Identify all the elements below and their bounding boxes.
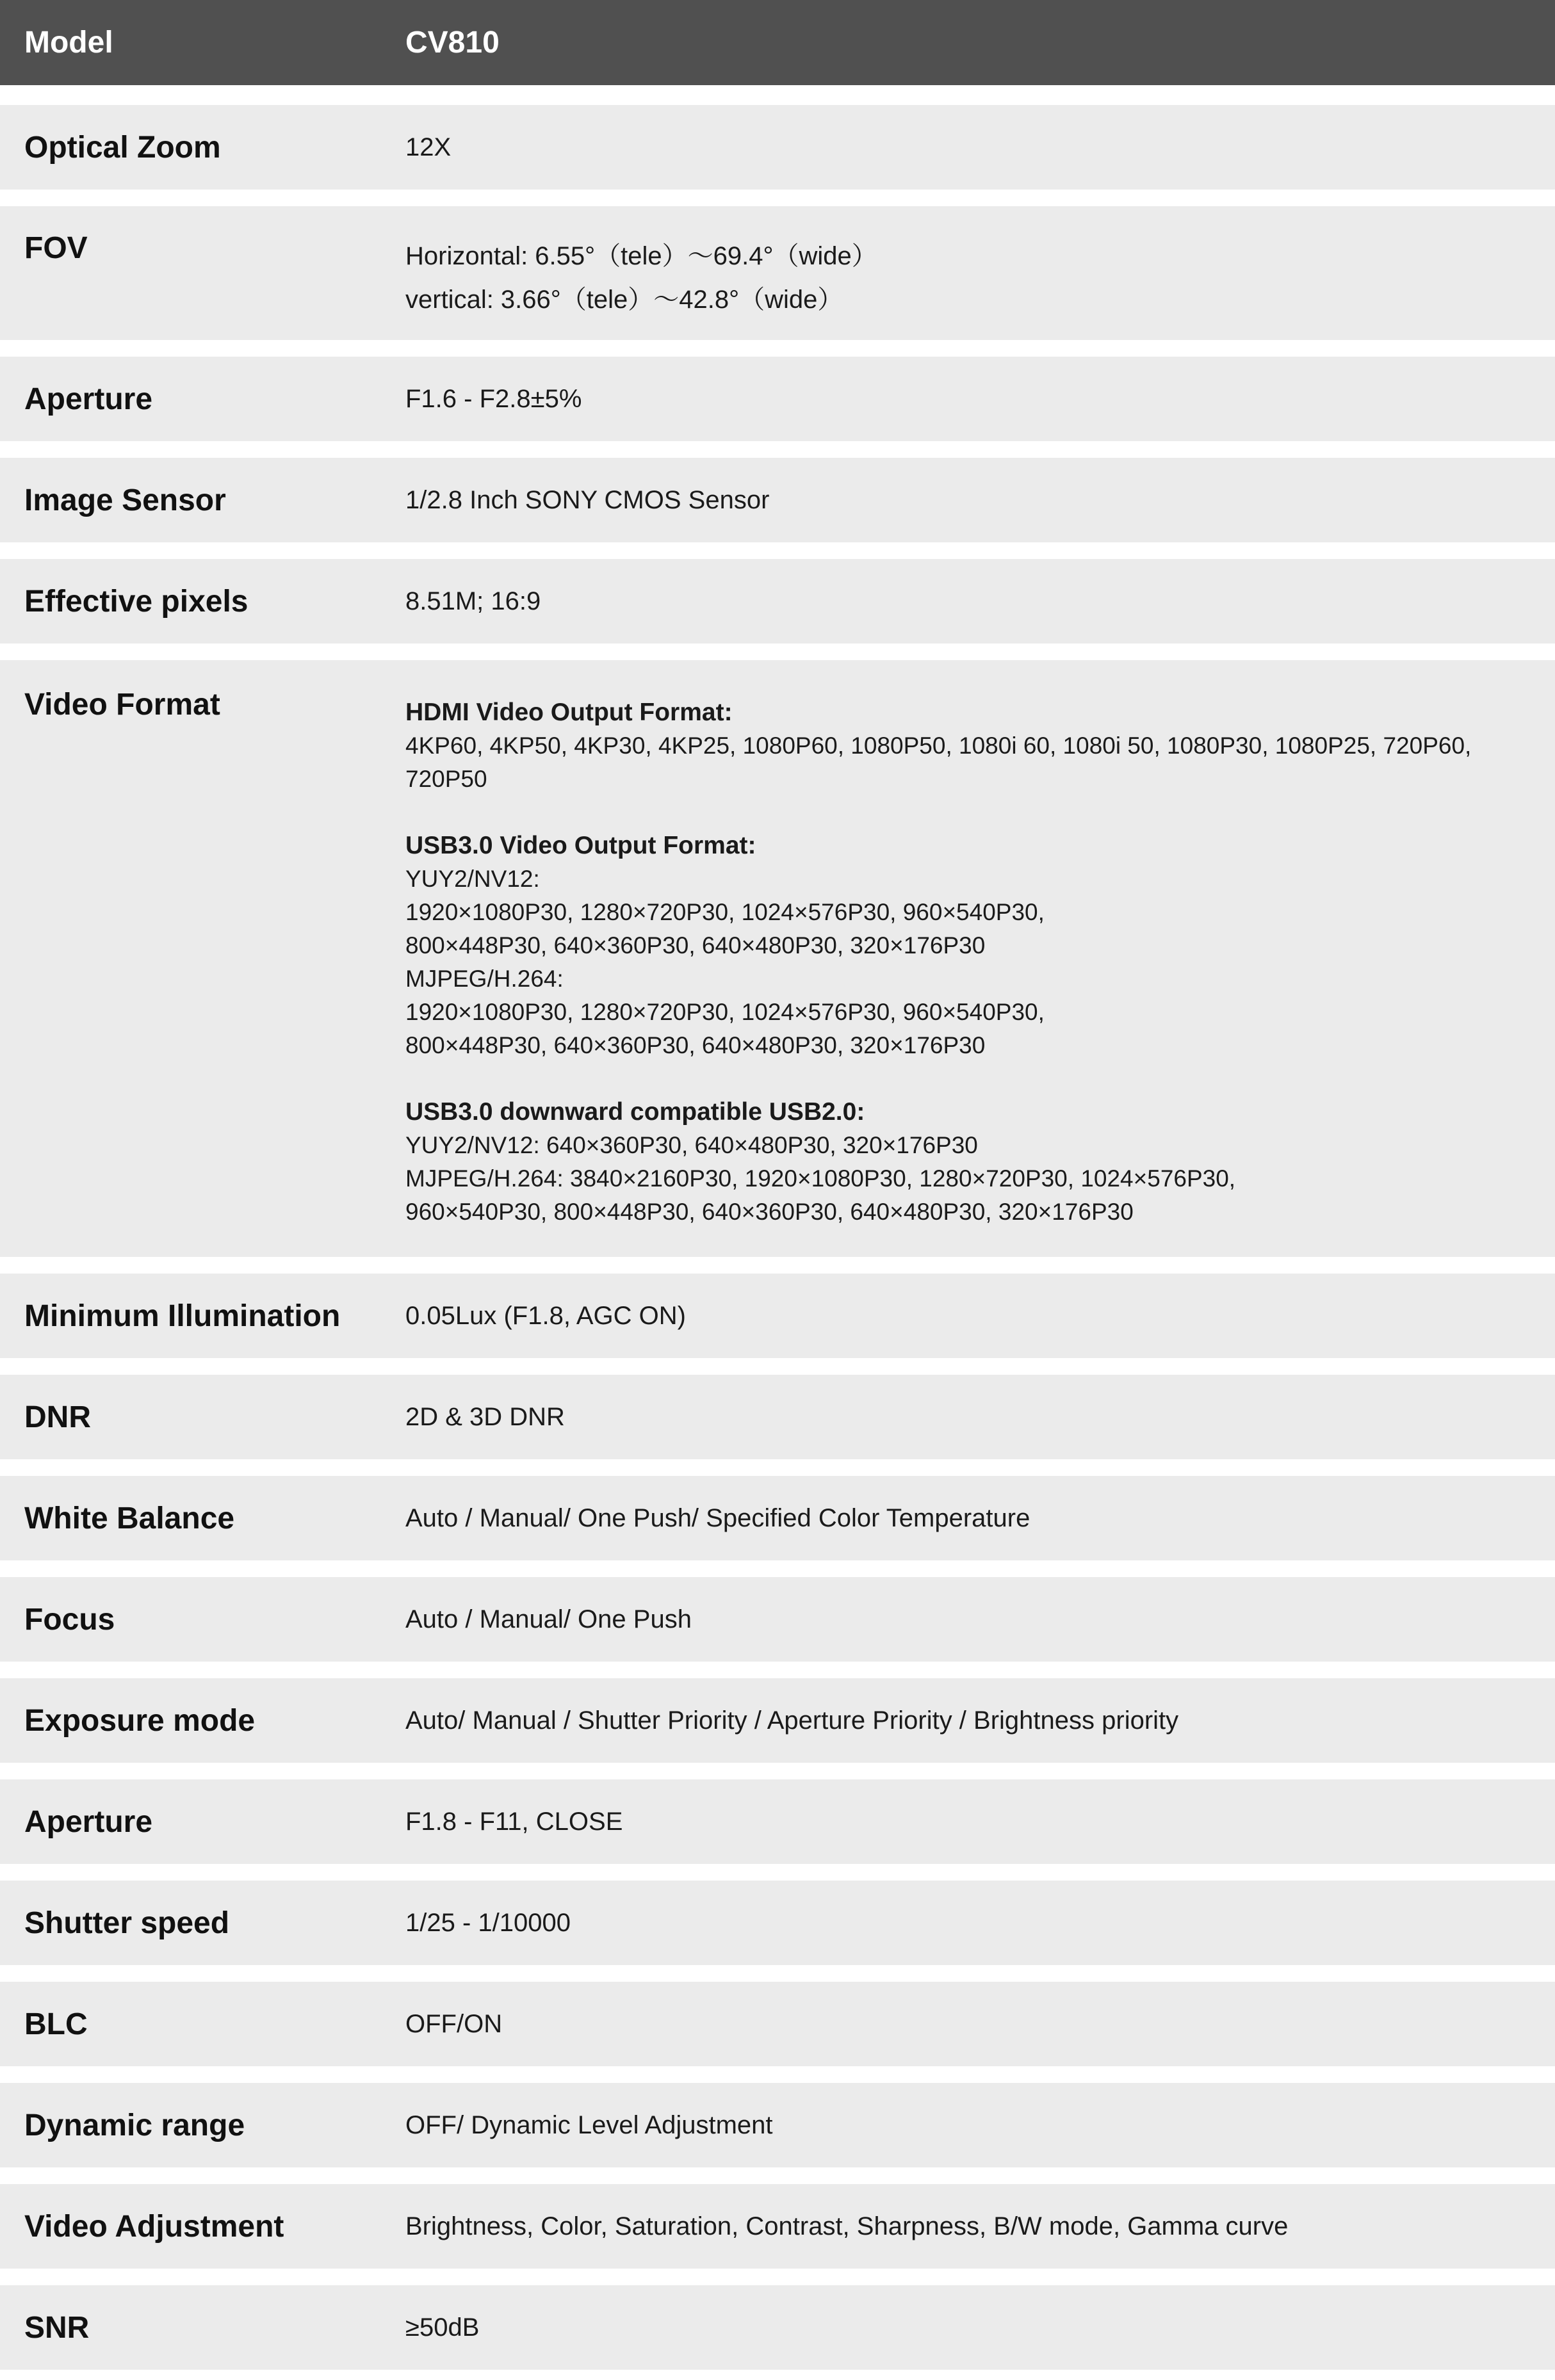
spec-row-exposure-mode	[0, 1678, 1555, 1763]
spec-value: F1.8 - F11, CLOSE	[405, 1807, 623, 1836]
spec-label: Video Adjustment	[24, 2209, 284, 2244]
spec-table	[0, 105, 1555, 2370]
spec-label: SNR	[24, 2310, 90, 2345]
format-line: YUY2/NV12: 640×360P30, 640×480P30, 320×176P30	[405, 1132, 978, 1158]
format-line: YUY2/NV12:	[405, 866, 540, 892]
spec-value: F1.6 - F2.8±5%	[405, 384, 582, 413]
spec-row-aperture	[0, 357, 1555, 441]
format-line: 720P50	[405, 766, 487, 792]
format-line: 800×448P30, 640×360P30, 640×480P30, 320×176P30	[405, 1032, 986, 1058]
usb3-format-title: USB3.0 Video Output Format:	[405, 832, 756, 859]
spec-row-blc	[0, 1982, 1555, 2066]
spec-table-header	[0, 0, 1555, 85]
spec-row-shutter-speed	[0, 1881, 1555, 1965]
format-line: MJPEG/H.264: 3840×2160P30, 1920×1080P30, 1280×720P30, 1024×576P30,	[405, 1165, 1236, 1192]
format-line: 800×448P30, 640×360P30, 640×480P30, 320×176P30	[405, 932, 986, 959]
spec-label: Image Sensor	[24, 483, 226, 517]
spec-value: Auto / Manual/ One Push/ Specified Color Temperature	[405, 1503, 1030, 1532]
format-line: 1920×1080P30, 1280×720P30, 1024×576P30, 960×540P30,	[405, 899, 1045, 925]
spec-label: Aperture	[24, 1804, 153, 1839]
spec-label: Shutter speed	[24, 1906, 230, 1940]
spec-row-dnr	[0, 1375, 1555, 1459]
spec-value: Brightness, Color, Saturation, Contrast, Sharpness, B/W mode, Gamma curve	[405, 2212, 1289, 2240]
spec-value	[405, 206, 877, 321]
format-line: MJPEG/H.264:	[405, 966, 564, 992]
spec-label: Video Format	[24, 688, 220, 722]
spec-value: Auto/ Manual / Shutter Priority / Aperture Priority / Brightness priority	[405, 1706, 1179, 1735]
header-label: Model	[24, 26, 113, 60]
spec-row-optical-zoom	[0, 105, 1555, 190]
spec-label: Aperture	[24, 382, 153, 416]
spec-row-video-format	[0, 660, 1555, 1257]
usb2-format-title: USB3.0 downward compatible USB2.0:	[405, 1098, 865, 1126]
spec-row-minimum-illumination	[0, 1274, 1555, 1358]
spec-label: Focus	[24, 1602, 115, 1637]
format-line: 960×540P30, 800×448P30, 640×360P30, 640×480P30, 320×176P30	[405, 1199, 1134, 1225]
spec-value: Auto / Manual/ One Push	[405, 1605, 692, 1633]
spec-value: 1/2.8 Inch SONY CMOS Sensor	[405, 485, 770, 514]
fov-horizontal: Horizontal: 6.55°（tele）～69.4°（wide）	[405, 242, 877, 270]
spec-row-fov	[0, 206, 1555, 340]
spec-label: Dynamic range	[24, 2108, 245, 2142]
spec-row-dynamic-range	[0, 2083, 1555, 2167]
spec-value: OFF/ON	[405, 2009, 503, 2038]
hdmi-format-title: HDMI Video Output Format:	[405, 699, 733, 726]
model-name: CV810	[405, 26, 500, 60]
spec-value: 8.51M; 16:9	[405, 587, 541, 615]
spec-row-aperture-range	[0, 1779, 1555, 1864]
spec-row-video-adjustment	[0, 2184, 1555, 2269]
format-line: 1920×1080P30, 1280×720P30, 1024×576P30, 960×540P30,	[405, 999, 1045, 1025]
spec-value	[405, 660, 1494, 1229]
spec-label: Effective pixels	[24, 584, 248, 619]
spec-row-snr	[0, 2285, 1555, 2370]
spec-value: 1/25 - 1/10000	[405, 1908, 571, 1937]
spec-value: 0.05Lux (F1.8, AGC ON)	[405, 1301, 686, 1330]
spec-label: FOV	[24, 231, 88, 265]
spec-row-white-balance	[0, 1476, 1555, 1560]
spec-value: 12X	[405, 133, 452, 161]
spec-row-image-sensor	[0, 458, 1555, 542]
spec-label: White Balance	[24, 1501, 235, 1535]
format-line: 4KP60, 4KP50, 4KP30, 4KP25, 1080P60, 1080P50, 1080i 60, 1080i 50, 1080P30, 1080P25, 720P60,	[405, 733, 1472, 759]
spec-label: Minimum Illumination	[24, 1299, 341, 1333]
spec-row-effective-pixels	[0, 559, 1555, 644]
spec-value: ≥50dB	[405, 2313, 480, 2342]
fov-vertical: vertical: 3.66°（tele）～42.8°（wide）	[405, 286, 843, 314]
spec-label: BLC	[24, 2007, 88, 2041]
spec-row-focus	[0, 1577, 1555, 1662]
spec-value: 2D & 3D DNR	[405, 1402, 565, 1431]
spec-value: OFF/ Dynamic Level Adjustment	[405, 2110, 773, 2139]
spec-label: Exposure mode	[24, 1703, 256, 1738]
spec-label: DNR	[24, 1400, 91, 1434]
spec-label: Optical Zoom	[24, 130, 221, 165]
